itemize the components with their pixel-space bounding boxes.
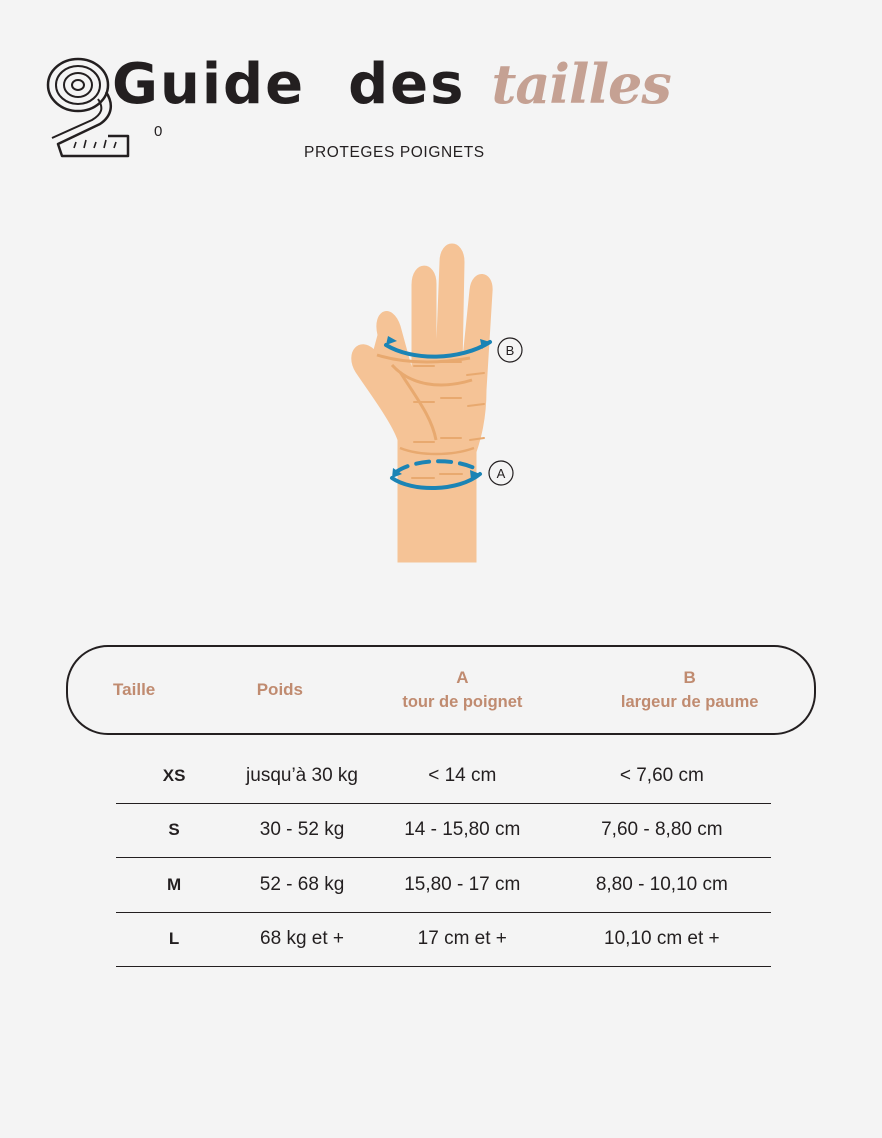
- cell-tour-de-poignet: 17 cm et +: [417, 928, 507, 950]
- table-row: [116, 913, 771, 968]
- page-title: Guide des: [112, 52, 466, 117]
- cell-taille: M: [166, 874, 182, 894]
- page-title-accent: tailles: [491, 52, 671, 116]
- cell-largeur-de-paume: 8,80 - 10,10 cm: [595, 873, 728, 895]
- cell-taille: XS: [162, 765, 186, 785]
- cell-poids: 30 - 52 kg: [259, 819, 345, 841]
- size-table-header-row: [66, 645, 816, 735]
- cell-taille: L: [168, 929, 180, 949]
- size-table-body: [116, 749, 771, 967]
- column-header-poids-label: Poids: [256, 680, 304, 700]
- cell-tour-de-poignet: 15,80 - 17 cm: [404, 873, 521, 895]
- column-header-taille-label: Taille: [113, 680, 156, 700]
- page-header: [0, 0, 882, 174]
- cell-largeur-de-paume: 10,10 cm et +: [604, 928, 720, 950]
- column-header-a-sublabel: tour de poignet: [402, 693, 523, 712]
- column-header-b-label: B: [683, 667, 696, 687]
- measurement-a-badge: [489, 461, 513, 485]
- size-table: [66, 645, 816, 967]
- column-header-b-sublabel: largeur de paume: [620, 693, 759, 712]
- tape-zero-label: 0: [154, 123, 163, 140]
- measurement-b-badge: [498, 338, 522, 362]
- cell-largeur-de-paume: < 7,60 cm: [619, 764, 704, 786]
- cell-poids: 68 kg et +: [260, 928, 345, 950]
- cell-taille: S: [168, 820, 180, 840]
- hand-graphic: [352, 244, 492, 562]
- column-header-a-label: A: [456, 667, 469, 687]
- cell-tour-de-poignet: < 14 cm: [428, 764, 497, 786]
- table-row: [116, 804, 771, 859]
- cell-poids: 52 - 68 kg: [259, 873, 345, 895]
- cell-largeur-de-paume: 7,60 - 8,80 cm: [601, 819, 723, 841]
- page-subtitle: PROTEGES POIGNETS: [304, 144, 485, 161]
- column-header-b: [565, 665, 814, 715]
- table-row: [116, 858, 771, 913]
- cell-tour-de-poignet: 14 - 15,80 cm: [404, 819, 521, 841]
- cell-poids: jusqu’à 30 kg: [246, 764, 358, 786]
- column-header-taille: [68, 677, 200, 703]
- hand-measurement-illustration: [0, 190, 882, 590]
- table-row: [116, 749, 771, 804]
- measurement-a-label: A: [496, 466, 506, 481]
- column-header-a: [359, 665, 565, 715]
- column-header-poids: [200, 677, 359, 703]
- measurement-b-label: B: [505, 343, 515, 358]
- title-row: [112, 52, 671, 117]
